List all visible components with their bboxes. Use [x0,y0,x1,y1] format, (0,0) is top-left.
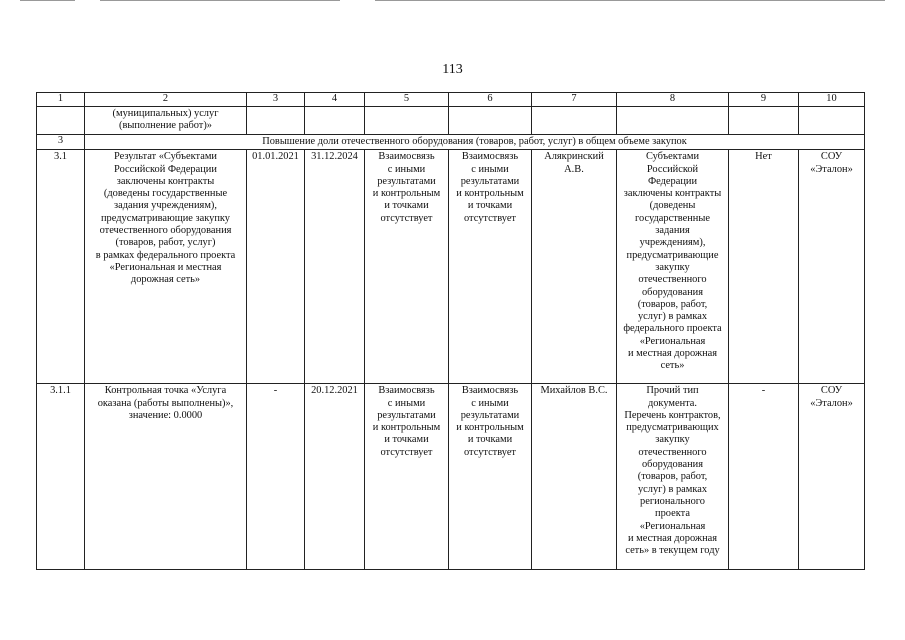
start-date: - [247,384,305,570]
row-number: 3.1.1 [37,384,85,570]
relation-predecessors: Взаимосвязь с иными результатами и контрольным и точками отсутствует [365,384,449,570]
header-cell: 3 [247,93,305,107]
empty-cell [532,107,617,135]
section-row [37,135,865,150]
header-cell: 1 [37,93,85,107]
header-cell: 8 [617,93,729,107]
table-row [37,150,865,384]
empty-cell [729,107,799,135]
header-cell: 10 [799,93,865,107]
row-name: Контрольная точка «Услуга оказана (работы выполнены)», значение: 0.0000 [85,384,247,570]
end-date: 31.12.2024 [305,150,365,384]
table-row [37,384,865,570]
col9-value: Нет [729,150,799,384]
header-cell: 4 [305,93,365,107]
relation-successors: Взаимосвязь с иными результатами и контрольным и точками отсутствует [449,384,532,570]
header-cell: 5 [365,93,449,107]
empty-cell [37,107,85,135]
responsible-person: Михайлов В.С. [532,384,617,570]
empty-cell [365,107,449,135]
section-number: 3 [37,135,85,150]
information-system: СОУ «Эталон» [799,150,865,384]
responsible-person: Алякринский А.В. [532,150,617,384]
section-title: Повышение доли отечественного оборудования (товаров, работ, услуг) в общем объеме закупок [85,135,865,150]
header-row [37,93,865,107]
page-number: 113 [442,62,463,77]
row-number: 3.1 [37,150,85,384]
top-scan-line-mid [100,0,340,1]
relation-successors: Взаимосвязь с иными результатами и контрольным и точками отсутствует [449,150,532,384]
relation-predecessors: Взаимосвязь с иными результатами и контрольным и точками отсутствует [365,150,449,384]
plan-table [36,92,865,570]
document-description: Прочий тип документа. Перечень контрактов, предусматривающих закупку отечественного оборудования (товаров, работ, услуг) в рамках регионального проекта «Региональная и местная дорожная сеть» в текущем году [617,384,729,570]
header-cell: 6 [449,93,532,107]
continuation-text: (муниципальных) услуг (выполнение работ)» [85,107,247,135]
top-scan-line-right [375,0,885,1]
col9-value: - [729,384,799,570]
header-cell: 7 [532,93,617,107]
top-scan-line-left [20,0,75,1]
header-cell: 9 [729,93,799,107]
empty-cell [799,107,865,135]
empty-cell [617,107,729,135]
row-name: Результат «Субъектами Российской Федерации заключены контракты (доведены государственные задания учреждениям), предусматривающие закупку отечественного оборудования (товаров, работ, услуг) в рамках федерального проекта «Региональная и местная дорожная сеть» [85,150,247,384]
document-description: Субъектами Российской Федерации заключены контракты (доведены государственные задания учреждениям), предусматривающие закупку отечественного оборудования (товаров, работ, услуг) в рамках федерального проекта «Региональная и местная дорожная сеть» [617,150,729,384]
start-date: 01.01.2021 [247,150,305,384]
empty-cell [449,107,532,135]
empty-cell [247,107,305,135]
empty-cell [305,107,365,135]
information-system: СОУ «Эталон» [799,384,865,570]
continuation-row [37,107,865,135]
header-cell: 2 [85,93,247,107]
end-date: 20.12.2021 [305,384,365,570]
